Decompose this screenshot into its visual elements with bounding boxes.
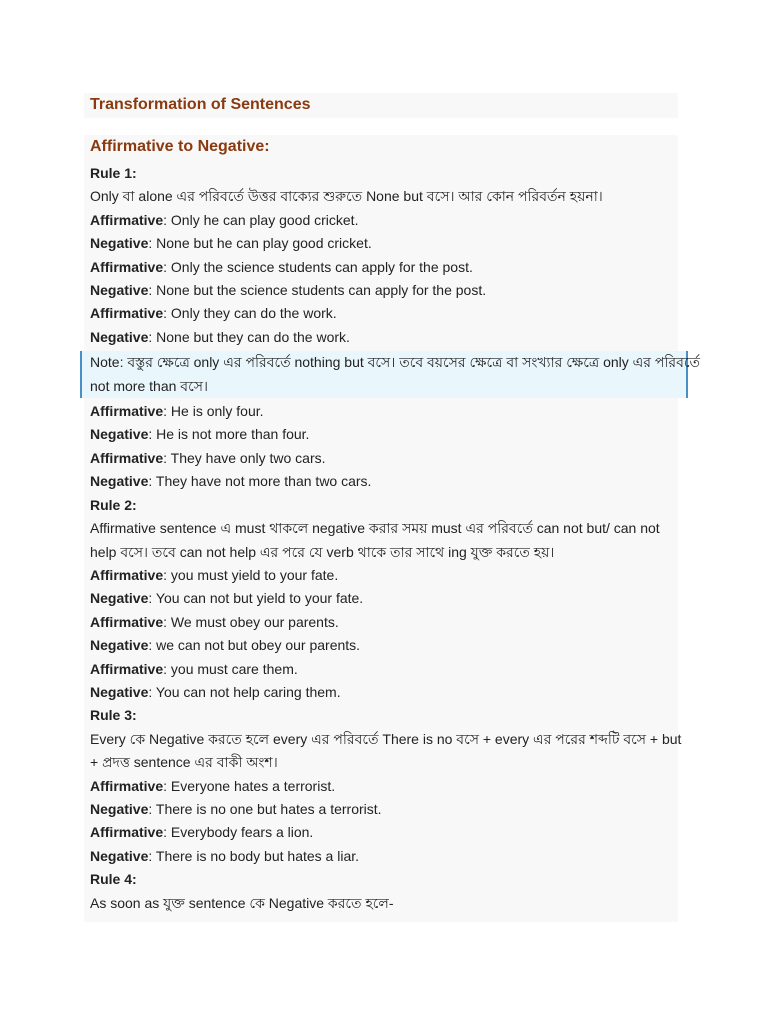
example-text: : Everybody fears a lion. bbox=[163, 824, 314, 841]
example-label: Negative bbox=[90, 590, 149, 607]
rule1-lines bbox=[84, 162, 678, 349]
negative-example bbox=[84, 279, 678, 302]
example-label: Negative bbox=[90, 800, 149, 817]
example-label: Negative bbox=[90, 426, 149, 443]
example-text: : Only the science students can apply for the post. bbox=[163, 258, 473, 275]
example-label: Affirmative bbox=[90, 449, 164, 466]
negative-example bbox=[84, 798, 678, 821]
example-text: : we can not but obey our parents. bbox=[148, 637, 361, 654]
explanation-text: Affirmative sentence এ must থাকলে negative করার সময় must এর পরিবর্তে can not but/ can not bbox=[90, 520, 660, 537]
negative-example bbox=[84, 470, 678, 493]
example-text: : Only they can do the work. bbox=[163, 305, 337, 322]
explanation-text: As soon as যুক্ত sentence কে Negative করতে হলে- bbox=[90, 894, 394, 911]
section-heading: Affirmative to Negative: bbox=[90, 138, 270, 155]
example-text: : you must yield to your fate. bbox=[163, 566, 339, 583]
example-text: : You can not help caring them. bbox=[148, 683, 341, 700]
example-text: : There is no body but hates a liar. bbox=[148, 847, 360, 864]
negative-example bbox=[84, 634, 678, 657]
example-text: : We must obey our parents. bbox=[163, 613, 339, 630]
example-text: : He is only four. bbox=[163, 403, 264, 420]
affirmative-example bbox=[84, 256, 678, 279]
example-label: Negative bbox=[90, 282, 149, 299]
affirmative-example bbox=[84, 775, 678, 798]
affirmative-example bbox=[84, 564, 678, 587]
example-label: Affirmative bbox=[90, 660, 164, 677]
example-label: Affirmative bbox=[90, 613, 164, 630]
note-line-2: not more than বসে। bbox=[90, 377, 208, 394]
example-label: Affirmative bbox=[90, 824, 164, 841]
example-text: : Everyone hates a terrorist. bbox=[163, 777, 336, 794]
rule-heading bbox=[84, 494, 678, 517]
content-block bbox=[84, 135, 701, 922]
example-text: : Only he can play good cricket. bbox=[163, 211, 359, 228]
example-text: : you must care them. bbox=[163, 660, 298, 677]
rule-label: Rule 3: bbox=[90, 707, 137, 724]
affirmative-example bbox=[84, 302, 678, 325]
negative-example bbox=[84, 587, 678, 610]
affirmative-example bbox=[84, 400, 678, 423]
affirmative-example bbox=[84, 447, 678, 470]
example-text: : There is no one but hates a terrorist. bbox=[148, 800, 382, 817]
negative-example bbox=[84, 845, 678, 868]
explanation-text: + প্রদত্ত sentence এর বাকী অংশ। bbox=[90, 754, 278, 771]
example-text: : None but they can do the work. bbox=[148, 328, 350, 345]
example-text: : They have not more than two cars. bbox=[148, 473, 372, 490]
negative-example bbox=[84, 681, 678, 704]
lesson-lines bbox=[84, 162, 701, 915]
example-label: Negative bbox=[90, 847, 149, 864]
remaining-lines bbox=[84, 400, 682, 915]
rule-heading bbox=[84, 704, 678, 727]
example-label: Negative bbox=[90, 473, 149, 490]
example-label: Negative bbox=[90, 637, 149, 654]
affirmative-example bbox=[84, 658, 678, 681]
negative-example bbox=[84, 326, 678, 349]
example-text: : None but the science students can apply for the post. bbox=[148, 282, 487, 299]
example-label: Affirmative bbox=[90, 211, 164, 228]
affirmative-example bbox=[84, 821, 678, 844]
rule-heading bbox=[84, 162, 678, 185]
rule-label: Rule 4: bbox=[90, 871, 137, 888]
example-label: Negative bbox=[90, 328, 149, 345]
negative-example bbox=[84, 423, 678, 446]
affirmative-example bbox=[84, 209, 678, 232]
example-label: Affirmative bbox=[90, 305, 164, 322]
explanation-text: Only বা alone এর পরিবর্তে উত্তর বাক্যের শুরুতে None but বসে। আর কোন পরিবর্তন হয়না। bbox=[90, 188, 603, 205]
example-text: : They have only two cars. bbox=[163, 449, 326, 466]
example-label: Affirmative bbox=[90, 403, 164, 420]
example-label: Negative bbox=[90, 683, 149, 700]
rule-heading bbox=[84, 868, 678, 891]
note-line-1: Note: বস্তুর ক্ষেত্রে only এর পরিবর্তে nothing but বসে। তবে বয়সের ক্ষেত্রে বা সংখ্যার ক্ষেত্রে only এর পরিবর্তে bbox=[90, 354, 701, 371]
example-label: Negative bbox=[90, 235, 149, 252]
explanation-text: help বসে। তবে can not help এর পরে যে verb থাকে তার সাথে ing যুক্ত করতে হয়। bbox=[90, 543, 555, 560]
rule-label: Rule 1: bbox=[90, 165, 137, 181]
example-label: Affirmative bbox=[90, 258, 164, 275]
page-title: Transformation of Sentences bbox=[90, 96, 311, 113]
example-label: Affirmative bbox=[90, 777, 164, 794]
example-text: : He is not more than four. bbox=[148, 426, 310, 443]
example-text: : None but he can play good cricket. bbox=[148, 235, 372, 252]
note-box bbox=[80, 351, 701, 398]
rule-label: Rule 2: bbox=[90, 496, 137, 513]
negative-example bbox=[84, 232, 678, 255]
explanation-text: Every কে Negative করতে হলে every এর পরিবর্তে There is no বসে + every এর পরের শব্দটি বসে + but bbox=[90, 730, 682, 747]
example-text: : You can not but yield to your fate. bbox=[148, 590, 364, 607]
example-label: Affirmative bbox=[90, 566, 164, 583]
affirmative-example bbox=[84, 611, 678, 634]
title-bar bbox=[84, 93, 678, 118]
